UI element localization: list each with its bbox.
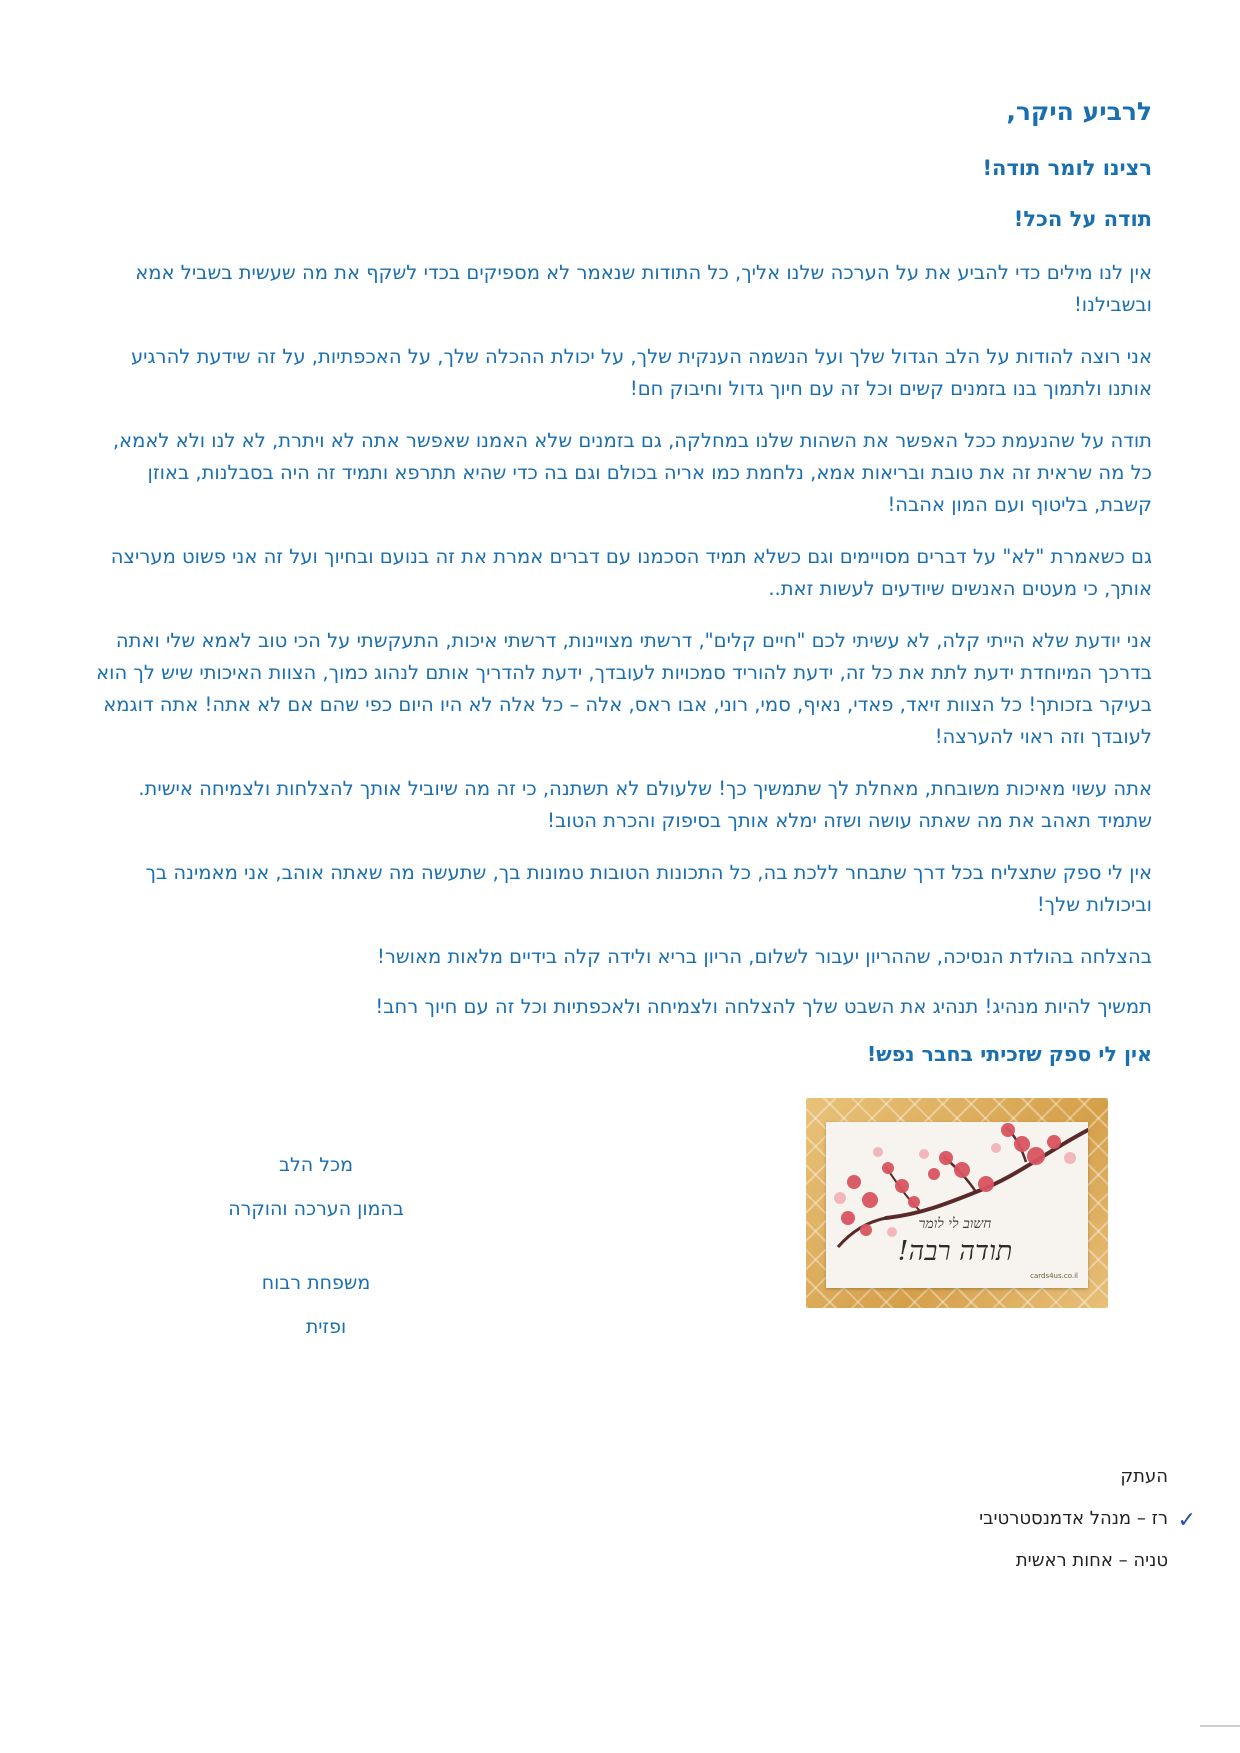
letter-paragraph: אני יודעת שלא הייתי קלה, לא עשיתי לכם "חיים קלים", דרשתי מצויינות, דרשתי איכות, התעקשתי על הכי טוב לאמא שלי ואתה בדרכך המיוחדת ידעת לתת את כל זה, ידעת להוריד סמכויות לעובדך, ידעת להדריך אותם לנהוג כמוך, הצוות האיכותי שיש לך הוא בעיקר בזכותך! כל הצוות זיאד, פאדי, נאיף, סמי, רוני, אבו ראס, אלה – כל אלה לא היו היום כפי שהם אם לא אתה! אתה דוגמא לעובדך וזה ראוי להערצה!: [96, 629, 1152, 749]
letter-paragraph: אין לי ספק שתצליח בכל דרך שתבחר ללכת בה, כל התכונות הטובות טמונות בך, שתעשה מה שאתה אוהב, אני מאמינה בך וביכולות שלך!: [145, 861, 1152, 917]
signoff-name: ופזית: [305, 1316, 347, 1338]
card-title: תודה רבה!: [897, 1236, 1013, 1267]
cc-title: העתק: [1120, 1466, 1168, 1487]
letter-paragraph: תמשיך להיות מנהיג! תנהיג את השבט שלך להצלחה ולצמיחה ולאכפתיות וכל זה עם חיוך רחב!: [375, 995, 1152, 1019]
letter-body: [92, 96, 1152, 1068]
cc-block: [808, 1456, 1196, 1582]
signoff-line: מכל הלב: [279, 1154, 353, 1176]
signoff-line: בהמון הערכה והוקרה: [228, 1198, 404, 1220]
letter-greeting: לרביע היקר,: [1006, 97, 1152, 126]
card-face: [826, 1122, 1088, 1288]
card-credit: cards4us.co.il: [1030, 1272, 1078, 1280]
cc-recipient-text: רז – מנהל אדמנסטרטיבי: [979, 1508, 1168, 1529]
letter-paragraph: אתה עשוי מאיכות משובחת, מאחלת לך שתמשיך כך! שלעולם לא תשתנה, כי זה מה שיוביל אותך להצלחות ולצמיחה אישית. שתמיד תאהב את מה שאתה עושה ושזה ימלא אותך בסיפוק והכרת הטוב!: [138, 777, 1152, 833]
cc-recipient-text: טניה – אחות ראשית: [1015, 1550, 1168, 1571]
cc-recipient: [808, 1498, 1196, 1540]
letter-paragraph: בהצלחה בהולדת הנסיכה, שההריון יעבור לשלום, הריון בריא ולידה קלה בידיים מלאות מאושר!: [377, 945, 1152, 969]
letter-paragraph: אני רוצה להודות על הלב הגדול שלך ועל הנשמה הענקית שלך, על יכולת ההכלה שלך, על האכפתיות, על זה שידעת להרגיע אותנו ולתמוך בנו בזמנים קשים וכל זה עם חיוך גדול וחיבוק חם!: [130, 345, 1152, 401]
letter-heading-thanks-all: תודה על הכל!: [1013, 206, 1152, 231]
letter-paragraph: אין לנו מילים כדי להביע את על הערכה שלנו אליך, כל התודות שנאמר לא מספיקים בכדי לשקף את מה שעשית בשביל אמא ובשבילנו!: [135, 261, 1152, 317]
signoff-family-name: משפחת רבוח: [261, 1272, 371, 1294]
card-subtitle: חשוב לי לומר: [918, 1216, 992, 1232]
letter-heading-thanks: רצינו לומר תודה!: [982, 155, 1152, 180]
letter-paragraph: גם כשאמרת "לא" על דברים מסויימים וגם כשלא תמיד הסכמנו עם דברים אמרת את זה בנועם ובחיוך ועל זה אני פשוט מעריצה אותך, כי מעטים האנשים שיודעים לעשות זאת..: [110, 545, 1152, 601]
signature-block: [196, 1150, 436, 1342]
cc-recipient: [808, 1540, 1168, 1582]
checkmark-icon: ✓: [1177, 1508, 1196, 1533]
thank-you-card-image: [806, 1098, 1108, 1308]
letter-paragraph: תודה על שהנעמת ככל האפשר את השהות שלנו במחלקה, גם בזמנים שלא האמנו שאפשר אתה לא ויתרת, לא לנו ולא לאמא, כל מה שראית זה את טובת ובריאות אמא, נלחמת כמו אריה בכולם וגם בה כדי שהיא תתרפא ותמיד זה היה בסבלנות, באוזן קשבת, בליטוף ועם המון אהבה!: [112, 429, 1152, 517]
letter-closing: אין לי ספק שזכיתי בחבר נפש!: [866, 1042, 1152, 1067]
scan-edge-mark: [1200, 1725, 1240, 1727]
